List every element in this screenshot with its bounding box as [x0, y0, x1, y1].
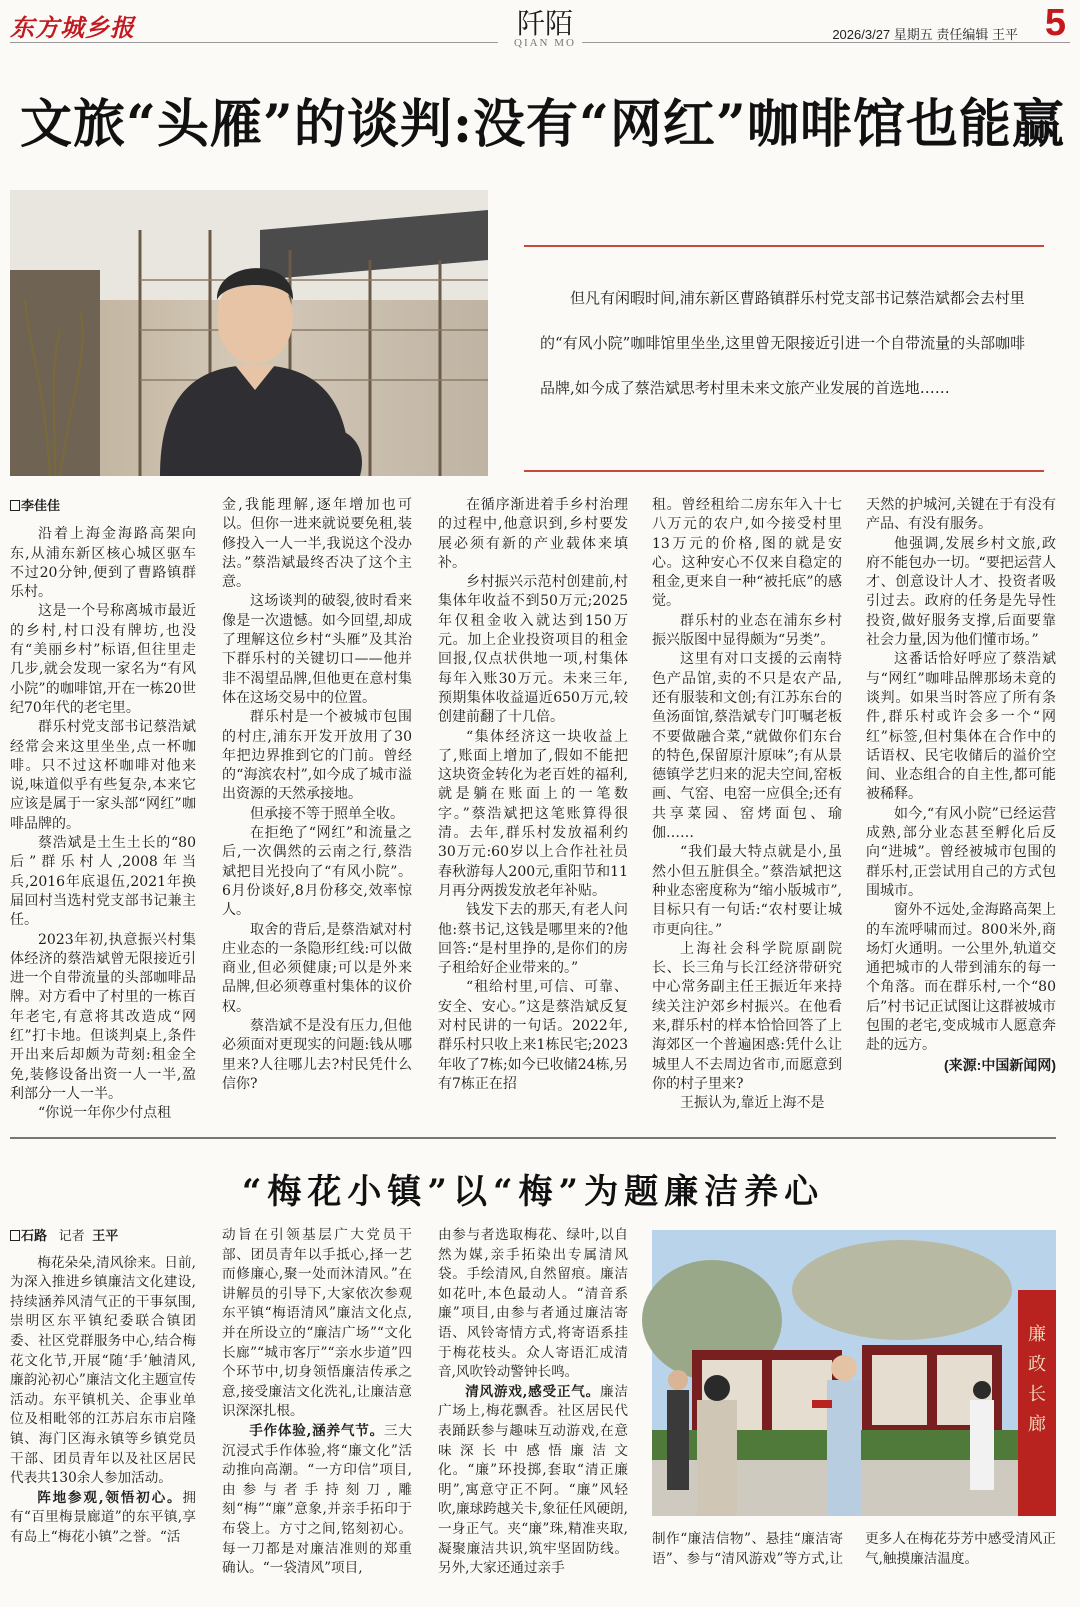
paragraph-text: 拥有“百里梅景廊道”的东平镇,享有岛上“梅花小镇”之誉。“活 — [10, 1489, 196, 1545]
article1-headline: 文旅“头雁”的谈判:没有“网红”咖啡馆也能赢 — [20, 94, 1065, 155]
article2-column-1 — [10, 1226, 196, 1607]
paragraph-text: 廉洁广场上,梅花飘香。社区居民代表踊跃参与趣味互动游戏,在意味深长中感悟廉洁文化。“廉”环投掷,套取“清正廉明”,寓意守正不阿。“廉”风轻吹,廉球跨越关卡,象征任风硬朗,一身正气。夹“廉”珠,精准夹取,凝聚廉洁共识,筑牢坚固防线。另外,大家还通过亲手 — [438, 1383, 629, 1577]
paragraph: 蔡浩斌不是没有压力,但他必须面对更现实的问题:钱从哪里来?人往哪儿去?村民凭什么信你? — [222, 1018, 412, 1092]
paragraph: 这里有对口支援的云南特色产品馆,卖的不只是农产品,还有服装和文创;有江苏东台的鱼汤面馆,蔡浩斌专门叮嘱老板不要做融合菜,“就做你们东台的特色,保留原汁原味”;有从景德镇学艺归来的泥夫空间,窑板画、气窑、电窑一应俱全;还有共享菜园、窑烤面包、瑜伽…… — [652, 651, 842, 842]
article1-column-5 — [866, 496, 1056, 1106]
article1-byline — [10, 496, 196, 515]
paragraph: 他强调,发展乡村文旅,政府不能包办一切。“要把运营人才、创意设计人才、投资者吸引过去。政府的任务是先导性投资,做好服务支撑,后面要靠社会力量,因为他们懂市场。” — [866, 535, 1056, 649]
article2-byline — [10, 1226, 196, 1246]
sign-char: 廉 — [1028, 1324, 1046, 1345]
paragraph: 沿着上海金海路高架向东,从浦东新区核心城区驱车不过20分钟,便到了曹路镇群乐村。 — [10, 526, 196, 601]
paragraph: 在拒绝了“网红”和流量之后,一次偶然的云南之行,蔡浩斌把目光投向了“有风小院”。6月份谈好,8月份移交,效率惊人。 — [222, 825, 412, 919]
section-pinyin: QIAN MO — [514, 37, 576, 49]
paragraph-continued: 由参与者选取梅花、绿叶,以自然为媒,亲手拓染出专属清风袋。手绘清风,自然留痕。廉洁如花叶,本色最动人。“清音系廉”项目,由参与者通过廉洁寄语、风铃寄情方式,将寄语系挂于梅花枝头。众人寄语汇成清音,风吹铃动警钟长鸣。 — [438, 1227, 628, 1381]
deck-text: 但凡有闲暇时间,浦东新区曹路镇群乐村党支部书记蔡浩斌都会去村里的“有风小院”咖啡馆里坐坐,这里曾无限接近引进一个自带流量的头部咖啡品牌,如今成了蔡浩斌思考村里未来文旅产业发展的首选地…… — [540, 289, 1026, 397]
paragraph: 如今,“有风小院”已经运营成熟,部分业态甚至孵化后反向“进城”。曾经被城市包围的群乐村,正尝试用自己的方式包围城市。 — [866, 805, 1056, 899]
paragraph — [222, 1422, 412, 1579]
deck-rule-bottom — [524, 470, 1044, 472]
paragraph — [10, 1489, 196, 1548]
paragraph: 群乐村是一个被城市包围的村庄,浦东开发开放用了30年把边界推到它的门前。曾经的“海滨农村”,如今成了城市溢出资源的天然承接地。 — [222, 709, 412, 803]
byline-reporter: 王平 — [92, 1228, 119, 1243]
portrait-photo-illustration — [10, 190, 488, 476]
paragraph: 群乐村党支部书记蔡浩斌经常会来这里坐坐,点一杯咖啡。只不过这杯咖啡对他来说,味道似乎有些复杂,本来它应该是属于一家头部“网红”咖啡品牌的。 — [10, 719, 196, 832]
paragraph: 这番话恰好呼应了蔡浩斌与“网红”咖啡品牌那场未竟的谈判。如果当时答应了所有条件,群乐村或许会多一个“网红”标签,但村集体在合作中的话语权、民宅收储后的溢价空间、业态组合的自主性,都可能被稀释。 — [866, 651, 1056, 803]
article1-photo — [10, 190, 488, 476]
byline-author: 李佳佳 — [21, 498, 61, 513]
article1-deck — [540, 276, 1026, 411]
sign-char: 廊 — [1028, 1414, 1046, 1435]
paragraph — [438, 1383, 628, 1579]
paragraph: 王振认为,靠近上海不是 — [680, 1095, 825, 1112]
deck-rule-top — [524, 245, 1044, 247]
article2-photo — [652, 1230, 1056, 1516]
sign-char: 长 — [1028, 1384, 1046, 1405]
section-name: 阡陌 — [516, 7, 573, 40]
newspaper-logo: 东方城乡报 — [10, 13, 135, 42]
paragraph: 梅花朵朵,清风徐来。日前,为深入推进乡镇廉洁文化建设,持续涵养风清气正的干事氛围,崇明区东平镇纪委联合镇团委、社区党群服务中心,结合梅花文化节,开展“随‘手’触清风,廉韵沁初心”廉洁文化主题宣传活动。东平镇机关、企事业单位及相毗邻的江苏启东市启隆镇、海门区海永镇等乡镇党员干部、团员青年以及社区居民代表共130余人参加活动。 — [10, 1254, 196, 1487]
paragraph: 这是一个号称离城市最近的乡村,村口没有牌坊,也没有“美丽乡村”标语,但往里走几步,就会发现一家名为“有风小院”的咖啡馆,开在一栋20世纪70年代的老宅里。 — [10, 603, 196, 716]
paragraph: 钱发下去的那天,有老人问他:蔡书记,这钱是哪里来的?他回答:“是村里挣的,是你们的房子租给好企业带来的。” — [438, 902, 628, 977]
subheading: 手作体验,涵养气节。 — [249, 1422, 385, 1439]
paragraph: “我们最大特点就是小,虽然小但五脏俱全。”蔡浩斌把这种业态密度称为“缩小版城市”,目标只有一句话:“农村要让城市更向往。” — [652, 844, 842, 938]
article1-column-1 — [10, 496, 196, 1122]
byline-author: 石路 — [21, 1228, 48, 1243]
paragraph: “你说一年你少付点租 — [38, 1105, 172, 1122]
paragraph: 群乐村的业态在浦东乡村振兴版图中显得颇为“另类”。 — [652, 612, 842, 649]
paragraph: 但承接不等于照单全收。 — [250, 805, 404, 822]
paragraph: 上海社会科学院原副院长、长三角与长江经济带研究中心常务副主任王振近年来持续关注沪郊乡村振兴。在他看来,群乐村的样本恰恰回答了上海郊区一个普遍困惑:凭什么让城里人不去周边省市,而愿意到你的村子里来? — [652, 940, 842, 1092]
article1-column-2 — [222, 496, 412, 1106]
byline-reporter-label: 记者 — [58, 1228, 85, 1243]
article2-photo-caption: 制作“廉洁信物”、悬挂“廉洁寄语”、参与“清风游戏”等方式,让更多人在梅花芬芳中感受清风正气,触摸廉洁温度。 — [652, 1531, 1056, 1567]
paragraph: “租给村里,可信、可靠、安全、安心。”这是蔡浩斌反复对村民讲的一句话。2022年,群乐村只收上来1栋民宅;2023年收了7栋;如今已收储24栋,另有7栋正在招 — [438, 979, 628, 1092]
paragraph: 乡村振兴示范村创建前,村集体年收益不到50万元;2025年仅租金收入就达到150万元。加上企业投资项目的租金回报,仅点状供地一项,村集体每年入账30万元。未来三年,预期集体收益逼近650万元,较创建前翻了十几倍。 — [438, 574, 628, 726]
article1-column-3 — [438, 496, 628, 1106]
masthead — [0, 0, 1080, 50]
paragraph: 这场谈判的破裂,彼时看来像是一次遗憾。如今回望,却成了理解这位乡村“头雁”及其治下群乐村的关键切口——他并非不渴望品牌,但他更在意村集体在这场交易中的位置。 — [222, 593, 412, 706]
byline-box-icon — [10, 500, 20, 511]
paragraph: 在循序渐进着手乡村治理的过程中,他意识到,乡村要发展必须有新的产业载体来填补。 — [438, 497, 628, 571]
subheading: 清风游戏,感受正气。 — [465, 1383, 601, 1400]
article2-column-3 — [438, 1226, 628, 1607]
paragraph: 2023年初,执意振兴村集体经济的蔡浩斌曾无限接近引进一个自带流量的头部咖啡品牌。对方看中了村里的一栋百年老宅,有意将其改造成“网红”打卡地。但谈判桌上,条件开出来后却颇为苛刻:租金全免,装修设备出资一人一半,盈利部分一人一半。 — [10, 931, 196, 1102]
paragraph: 蔡浩斌是土生土长的“80后”群乐村人,2008年当兵,2016年底退伍,2021年换届回村当选村党支部书记兼主任。 — [10, 835, 196, 929]
article2-headline: “梅花小镇”以“梅”为题廉洁养心 — [241, 1172, 825, 1212]
paragraph-continued: 动旨在引领基层广大党员干部、团员青年以手抵心,择一艺而修廉心,聚一处而沐清风。”在讲解员的引导下,大家依次参观东平镇“梅语清风”廉洁文化点,并在所设立的“廉洁广场”“文化长廊”“城市客厅”“亲水步道”四个环节中,切身领悟廉洁传承之意,接受廉洁文化洗礼,让廉洁意识深深扎根。 — [222, 1227, 412, 1420]
masthead-rule-left — [10, 42, 498, 43]
byline-box-icon — [10, 1230, 20, 1241]
event-photo-illustration — [652, 1230, 1056, 1516]
paragraph-text: 三大沉浸式手作体验,将“廉文化”活动推向高潮。“一方印信”项目,由参与者手持刻刀,雕刻“梅”“廉”意象,并亲手拓印于布袋上。方寸之间,铭刻初心。每一刀都是对廉洁准则的郑重确认。“一袋清风”项目, — [222, 1422, 413, 1577]
issue-info: 2026/3/27 星期五 责任编辑 王平 — [832, 27, 1018, 42]
paragraph-continued: 天然的护城河,关键在于有没有产品、有没有服务。 — [866, 497, 1056, 533]
paragraph: 窗外不远处,金海路高架上的车流呼啸而过。800米外,商场灯火通明。一公里外,轨道交通把城市的人带到浦东的每一个角落。而在群乐村,一个“80后”村书记正试图让这群被城市包围的老宅,变成城市人愿意奔赴的远方。 — [866, 902, 1056, 1054]
sign-char: 政 — [1028, 1354, 1046, 1375]
article1-column-4 — [652, 496, 842, 1112]
paragraph-continued: 租。曾经租给二房东年入十七八万元的农户,如今接受村里13万元的价格,图的就是安心。这种安心不仅来自稳定的租金,更来自一种“被托底”的感觉。 — [652, 497, 842, 610]
article-divider — [10, 1137, 1056, 1139]
paragraph: “集体经济这一块收益上了,账面上增加了,假如不能把这块资金转化为老百姓的福利,就是躺在账面上的一笔数字。”蔡浩斌把这笔账算得很清。去年,群乐村发放福利约30万元:60岁以上合作社社员春秋游每人200元,重阳节和11月再分两拨发放老年补贴。 — [438, 728, 628, 899]
paragraph-continued: 金,我能理解,逐年增加也可以。但你一进来就说要免租,装修投入一人一半,我说这个没办法。”蔡浩斌最终否决了这个主意。 — [222, 497, 412, 591]
page-number: 5 — [1044, 2, 1066, 44]
subheading: 阵地参观,领悟初心。 — [37, 1489, 183, 1506]
article2-column-2 — [222, 1226, 412, 1607]
article-source: (来源:中国新闻网) — [944, 1056, 1056, 1073]
paragraph: 取舍的背后,是蔡浩斌对村庄业态的一条隐形红线:可以做商业,但必须健康;可以是外来品牌,但必须尊重村集体的议价权。 — [222, 921, 412, 1015]
